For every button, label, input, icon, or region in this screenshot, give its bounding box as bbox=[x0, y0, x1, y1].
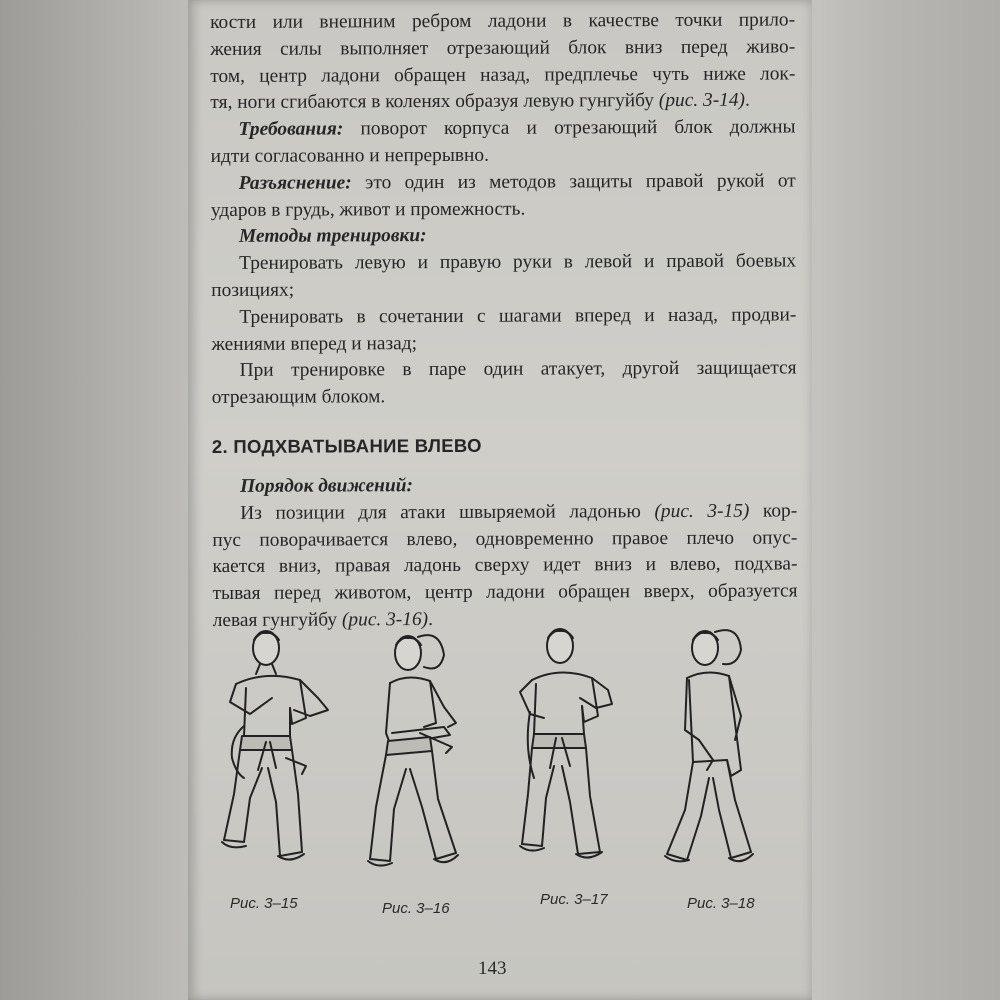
figure-reference: (рис. 3-15) bbox=[654, 500, 750, 522]
training-methods-label: Методы тренировки: bbox=[238, 225, 427, 248]
movement-order-label: Порядок движений: bbox=[240, 475, 413, 497]
requirements-label: Требования: bbox=[238, 118, 344, 141]
figure-reference: (рис. 3-14) bbox=[658, 90, 746, 112]
text-run: пус поворачивается влево, одновременно правое плечо опус- bbox=[212, 526, 798, 551]
text-run: тя, ноги сгибаются в коленях образуя левую гунгуйбу bbox=[210, 90, 659, 114]
text-line bbox=[210, 61, 795, 90]
text-run: идти согласованно и непрерывно. bbox=[210, 144, 489, 167]
figure-caption: Рис. 3–15 bbox=[230, 895, 298, 912]
text-line bbox=[212, 383, 797, 412]
text-run: Из позиции для атаки швыряемой ладонью bbox=[240, 500, 655, 524]
text-run: жениями вперед и назад; bbox=[211, 332, 418, 355]
text-line bbox=[211, 168, 796, 197]
text-line bbox=[212, 356, 797, 385]
figure-caption: Рис. 3–18 bbox=[687, 895, 755, 912]
figure-3-16 bbox=[360, 623, 480, 883]
figure-caption: Рис. 3–16 bbox=[382, 900, 450, 917]
text-run: кор- bbox=[749, 500, 798, 522]
text-line bbox=[212, 552, 797, 581]
text-line bbox=[211, 249, 796, 278]
martial-artist-illustration bbox=[210, 618, 335, 878]
martial-artist-illustration bbox=[655, 620, 780, 880]
text-run: ударов в грудь, живот и промежность. bbox=[210, 198, 526, 221]
figure-3-15 bbox=[210, 618, 335, 878]
figure-3-17 bbox=[500, 618, 625, 878]
text-line bbox=[211, 329, 796, 358]
text-run: это один из методов защиты правой рукой от bbox=[351, 170, 796, 194]
text-line bbox=[211, 195, 796, 224]
text-line bbox=[212, 498, 797, 527]
text-run: позициях; bbox=[211, 279, 295, 301]
text-line bbox=[211, 275, 796, 304]
page-number: 143 bbox=[478, 958, 507, 979]
figure-row bbox=[200, 618, 800, 918]
text-run: тывая перед животом, центр ладони обращен вверх, образуется bbox=[212, 580, 798, 605]
text-line bbox=[211, 302, 796, 331]
text-run: кается вниз, правая ладонь сверху идет вниз и влево, подхва- bbox=[212, 553, 798, 578]
explanation-label: Разъяснение: bbox=[238, 172, 352, 194]
text-run: . bbox=[744, 90, 750, 112]
page-text bbox=[210, 7, 798, 634]
text-run: отрезающим блоком. bbox=[211, 386, 386, 409]
text-line bbox=[211, 222, 796, 251]
text-run: Тренировать левую и правую руки в левой и правой боевых bbox=[239, 250, 797, 275]
figure-3-18 bbox=[655, 620, 780, 880]
martial-artist-illustration bbox=[500, 618, 625, 878]
text-line bbox=[211, 141, 796, 170]
background-right bbox=[812, 0, 1000, 1000]
background-left bbox=[0, 0, 188, 1000]
text-line bbox=[210, 115, 795, 144]
text-run: При тренировке в паре один атакует, другой защищается bbox=[239, 357, 797, 382]
martial-artist-illustration bbox=[360, 623, 480, 883]
text-run: Тренировать в сочетании с шагами вперед и назад, продви- bbox=[239, 304, 797, 328]
section-heading: 2. ПОДХВАТЫВАНИЕ ВЛЕВО bbox=[211, 434, 482, 457]
figure-caption: Рис. 3–17 bbox=[540, 891, 608, 908]
figure-reference: (рис. 3-16) bbox=[341, 608, 429, 631]
text-line bbox=[210, 88, 795, 117]
text-run: . bbox=[428, 608, 434, 630]
text-line bbox=[212, 471, 797, 500]
text-run: кости или внешним ребром ладони в качестве точки прило- bbox=[210, 9, 796, 33]
text-line bbox=[210, 34, 795, 63]
text-run: левая гунгуйбу bbox=[212, 609, 342, 631]
text-run: поворот корпуса и отрезающий блок должны bbox=[343, 116, 796, 140]
text-run: том, центр ладони обращен назад, предплечье чуть ниже лок- bbox=[210, 63, 796, 87]
text-run: жения силы выполняет отрезающий блок вниз перед живо- bbox=[210, 36, 796, 60]
text-line bbox=[210, 7, 795, 36]
text-line bbox=[212, 579, 797, 608]
text-line bbox=[212, 525, 797, 554]
